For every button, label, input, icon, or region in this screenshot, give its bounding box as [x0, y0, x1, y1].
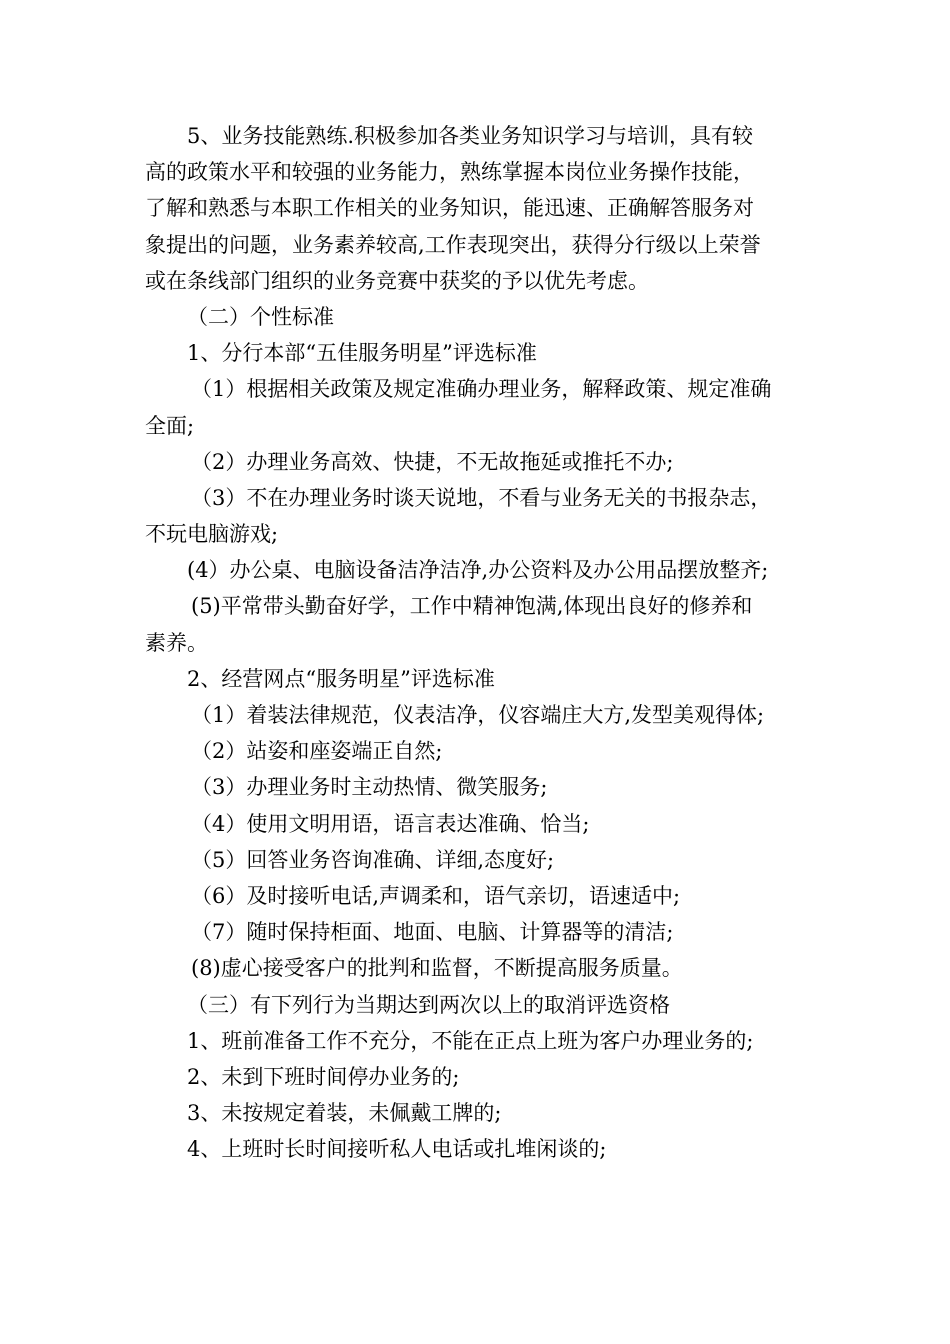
list-item: （3）不在办理业务时谈天说地，不看与业务无关的书报杂志， — [191, 485, 772, 510]
list-item: 3、未按规定着装，未佩戴工牌的; — [187, 1101, 502, 1126]
list-item: (5)平常带头勤奋好学，工作中精神饱满,体现出良好的修养和 — [191, 594, 753, 619]
list-item: (4）办公桌、电脑设备洁净洁净,办公资料及办公用品摆放整齐; — [187, 558, 769, 583]
subsection-heading: 1、分行本部“五佳服务明星”评选标准 — [187, 341, 537, 366]
list-item: (8)虚心接受客户的批判和监督，不断提高服务质量。 — [191, 956, 683, 981]
list-item: （6）及时接听电话,声调柔和，语气亲切，语速适中; — [191, 883, 681, 908]
paragraph-line: 高的政策水平和较强的业务能力，熟练掌握本岗位业务操作技能， — [145, 160, 754, 185]
list-item: （2）站姿和座姿端正自然; — [191, 739, 443, 764]
list-item: 2、未到下班时间停办业务的; — [187, 1064, 460, 1089]
section-heading: （二）个性标准 — [187, 304, 334, 329]
list-item: （1）根据相关政策及规定准确办理业务，解释政策、规定准确 — [191, 377, 772, 402]
list-item-continuation: 不玩电脑游戏; — [145, 522, 279, 547]
paragraph-line: 或在条线部门组织的业务竞赛中获奖的予以优先考虑。 — [145, 268, 649, 293]
list-item: （1）着装法律规范，仪表洁净，仪容端庄大方,发型美观得体; — [191, 703, 765, 727]
paragraph-line: 象提出的问题，业务素养较高,工作表现突出，获得分行级以上荣誉 — [145, 232, 761, 257]
list-item: （5）回答业务咨询准确、详细,态度好; — [191, 847, 555, 872]
list-item: 4、上班时长时间接听私人电话或扎堆闲谈的; — [187, 1137, 607, 1162]
paragraph-line: 了解和熟悉与本职工作相关的业务知识，能迅速、正确解答服务对 — [145, 196, 754, 221]
document-body — [145, 118, 815, 1167]
list-item-continuation: 全面; — [145, 413, 195, 438]
list-item: （3）办理业务时主动热情、微笑服务; — [191, 775, 548, 800]
section-heading: （三）有下列行为当期达到两次以上的取消评选资格 — [187, 992, 670, 1017]
list-item-continuation: 素养。 — [145, 630, 208, 655]
list-item: （7）随时保持柜面、地面、电脑、计算器等的清洁; — [191, 920, 674, 945]
subsection-heading: 2、经营网点“服务明星”评选标准 — [187, 666, 495, 691]
list-item: （4）使用文明用语，语言表达准确、恰当; — [191, 811, 590, 836]
list-item: （2）办理业务高效、快捷，不无故拖延或推托不办; — [191, 449, 674, 474]
paragraph-line: 5、业务技能熟练.积极参加各类业务知识学习与培训，具有较 — [187, 124, 754, 148]
list-item: 1、班前准备工作不充分，不能在正点上班为客户办理业务的; — [187, 1028, 754, 1053]
